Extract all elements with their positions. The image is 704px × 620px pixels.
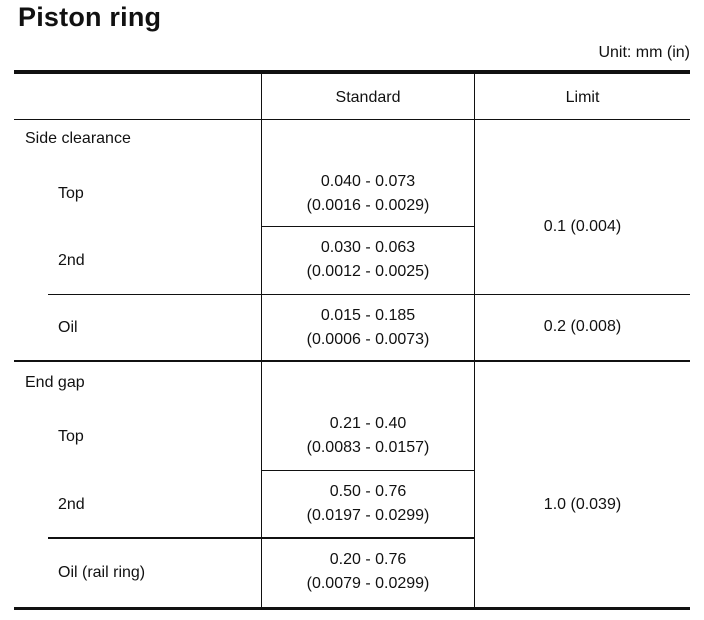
std-side-oil-in: (0.0006 - 0.0073)	[306, 331, 430, 348]
row-label-side-top: Top	[58, 185, 84, 202]
std-side-top-in: (0.0016 - 0.0029)	[306, 197, 430, 214]
table-top-rule	[14, 70, 690, 74]
std-side-oil-mm: 0.015 - 0.185	[320, 307, 416, 324]
std-end-oil-in: (0.0079 - 0.0299)	[306, 575, 430, 592]
section-heading-end-gap: End gap	[25, 374, 85, 391]
std-end-top-in: (0.0083 - 0.0157)	[306, 439, 430, 456]
std-end-2nd-mm: 0.50 - 0.76	[329, 483, 407, 500]
std-end-top-mm: 0.21 - 0.40	[329, 415, 407, 432]
std-side-oil	[263, 304, 473, 352]
row-label-end-2nd: 2nd	[58, 496, 85, 513]
row-label-side-oil: Oil	[58, 319, 78, 336]
rule-end-top-2nd	[262, 470, 474, 471]
std-side-top-mm: 0.040 - 0.073	[320, 173, 416, 190]
section-divider-rule	[14, 360, 690, 362]
limit-end-gap: 1.0 (0.039)	[543, 496, 622, 513]
rule-side-top-2nd	[262, 226, 474, 227]
std-side-2nd	[263, 236, 473, 284]
column-divider-label	[261, 74, 262, 608]
std-side-top	[263, 170, 473, 218]
std-end-oil-mm: 0.20 - 0.76	[329, 551, 407, 568]
std-side-2nd-in: (0.0012 - 0.0025)	[306, 263, 430, 280]
column-divider-standard	[474, 74, 475, 608]
std-side-2nd-mm: 0.030 - 0.063	[320, 239, 416, 256]
limit-side-oil: 0.2 (0.008)	[543, 318, 622, 335]
table-bottom-rule	[14, 607, 690, 610]
section-heading-side-clearance: Side clearance	[25, 130, 131, 147]
row-label-side-2nd: 2nd	[58, 252, 85, 269]
row-label-end-top: Top	[58, 428, 84, 445]
std-end-2nd-in: (0.0197 - 0.0299)	[306, 507, 430, 524]
page-title: Piston ring	[18, 2, 162, 32]
std-end-oil	[263, 548, 473, 596]
unit-label: Unit: mm (in)	[598, 44, 690, 61]
header-bottom-rule	[14, 119, 690, 120]
rule-side-2nd-oil	[48, 294, 690, 295]
column-header-standard: Standard	[335, 89, 401, 106]
row-label-end-oil: Oil (rail ring)	[58, 564, 146, 581]
limit-side-top-2nd: 0.1 (0.004)	[543, 218, 622, 235]
std-end-top	[263, 412, 473, 460]
std-end-2nd	[263, 480, 473, 528]
column-header-limit: Limit	[565, 89, 600, 106]
